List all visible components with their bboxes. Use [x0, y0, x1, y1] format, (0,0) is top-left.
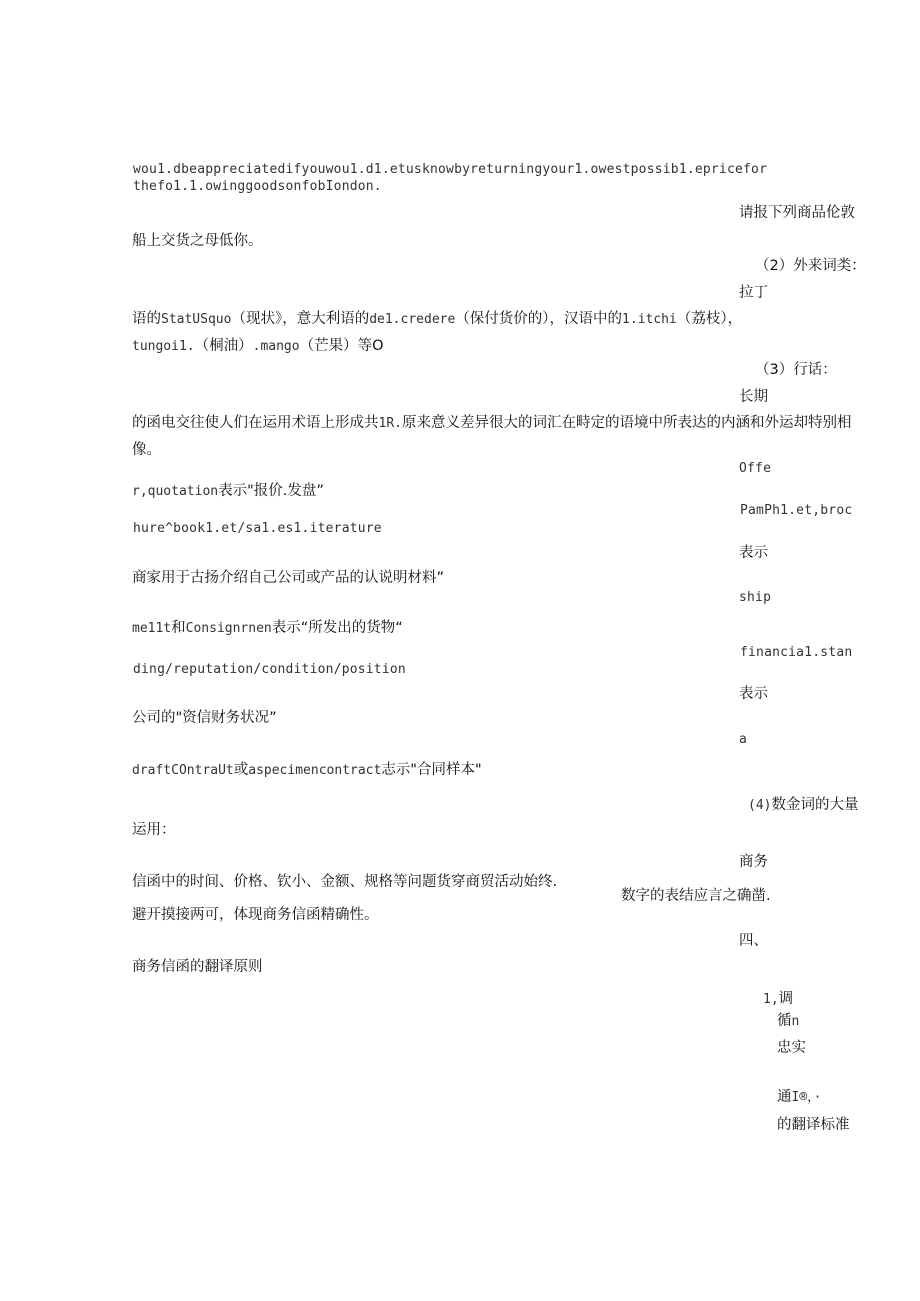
text-seg: 1,: [763, 992, 779, 1007]
heading-loanwords: （2）外来词类：: [755, 258, 866, 274]
text-fragment-figures: 数字的表结应言之确凿.: [621, 888, 771, 904]
text-seg: 原来意义差异很大的词汇在畤定的语境中所表达的内涵和外运却特别相: [401, 415, 852, 431]
text-fragment-standard: 的翻译标准: [777, 1117, 850, 1133]
text-fragment-follow: [777, 1011, 799, 1032]
text-line-status-quo: [132, 309, 742, 330]
text-line-shipment: [132, 618, 403, 639]
text-seg: 语的: [132, 311, 161, 327]
section-title-principles: 商务信函的翻译原则: [132, 959, 263, 975]
text-seg: 调: [778, 991, 794, 1007]
text-fragment-means-1: 表示: [739, 545, 768, 561]
text-seg: （桐油）: [194, 338, 253, 354]
text-line-request-1: wou1.dbeappreciatedifyouwou1.d1.etusknowbyreturningyour1.owestpossib1.epricefor: [133, 162, 768, 177]
text-seg: me11t: [132, 621, 172, 636]
text-line-request-2: thefo1.1.owinggoodsonfobIondon.: [133, 179, 382, 194]
text-seg: 循: [777, 1013, 792, 1029]
text-seg: 表示“所发出的货物“: [271, 620, 403, 636]
text-line-quotation: [132, 481, 324, 502]
text-seg: (4): [748, 798, 772, 813]
text-fragment-faithful: 忠实: [777, 1040, 806, 1056]
text-seg: 数金词的大量: [771, 797, 859, 813]
text-seg: StatUSquo: [161, 312, 232, 327]
text-line-letter-content: 信函中的时间、价格、钦小、金额、规格等问题货穿商贸活动始终.: [132, 874, 558, 890]
list-item-1: [763, 989, 793, 1010]
section-number-four: 四、: [739, 933, 768, 949]
text-seg: （荔枝），: [676, 311, 743, 327]
text-seg: （保付货价的），汉语中的: [455, 311, 623, 327]
text-seg: Consignrnen: [185, 621, 272, 636]
text-seg: （现状》，意大利语的: [231, 311, 370, 327]
text-line-chuan: 船上交货之母低你。: [132, 233, 263, 249]
text-line-xiang: 像。: [132, 442, 161, 458]
text-seg: 表示"报价.发盘”: [218, 483, 324, 499]
text-seg: n: [791, 1014, 800, 1029]
text-fragment-offe: Offe: [739, 461, 772, 476]
text-seg: 的函电交往使人们在运用术语上形成共: [132, 415, 379, 431]
text-fragment-long-term: 长期: [739, 389, 768, 405]
text-fragment-quote: 请报下列商品伦敦: [739, 205, 855, 221]
text-seg: （芒果）等O: [299, 338, 384, 354]
text-fragment-pamphlet: PamPh1.et,broc: [740, 503, 853, 518]
text-fragment-fluent: [777, 1087, 821, 1108]
text-line-precision: 避开摸接两可，体现商务信函精确性。: [132, 907, 379, 923]
text-seg: .mango: [252, 339, 300, 354]
heading-jargon: （3）行话：: [755, 362, 837, 378]
text-fragment-means-2: 表示: [739, 686, 768, 702]
text-seg: draftCOntraUt: [132, 763, 234, 778]
text-seg: 通: [777, 1089, 792, 1105]
text-fragment-a: a: [739, 732, 748, 747]
text-line-usage: 运用：: [132, 822, 176, 838]
text-fragment-financial: financia1.stan: [740, 645, 853, 660]
text-line-standing: ding/reputation/condition/position: [133, 662, 406, 677]
text-fragment-latin: 拉丁: [739, 285, 768, 301]
text-seg: 志示"合同样本": [381, 762, 482, 778]
text-line-tung-oil: [132, 336, 384, 357]
text-seg: 和: [171, 620, 186, 636]
heading-numerals: [748, 795, 858, 816]
text-seg: 或: [233, 762, 249, 778]
text-line-brochure: hure^book1.et/sa1.es1.iterature: [133, 521, 382, 536]
text-line-credit-status: 公司的"资信财务状况”: [132, 710, 277, 726]
text-seg: 1R.: [378, 416, 402, 431]
text-fragment-ship: ship: [739, 590, 772, 605]
text-line-draft-contract: [132, 760, 482, 781]
text-seg: r,quotation: [132, 484, 219, 499]
text-seg: aspecimencontract: [248, 763, 382, 778]
text-line-correspondence: [132, 413, 851, 434]
text-seg: tungoi1.: [132, 339, 195, 354]
text-seg: de1.credere: [369, 312, 456, 327]
text-seg: I®，·: [791, 1090, 822, 1105]
text-line-merchant-material: 商家用于古扬介绍自己公司或产品的认说明材料”: [132, 570, 445, 586]
text-seg: 1.itchi: [622, 312, 677, 327]
text-fragment-business: 商务: [739, 854, 768, 870]
